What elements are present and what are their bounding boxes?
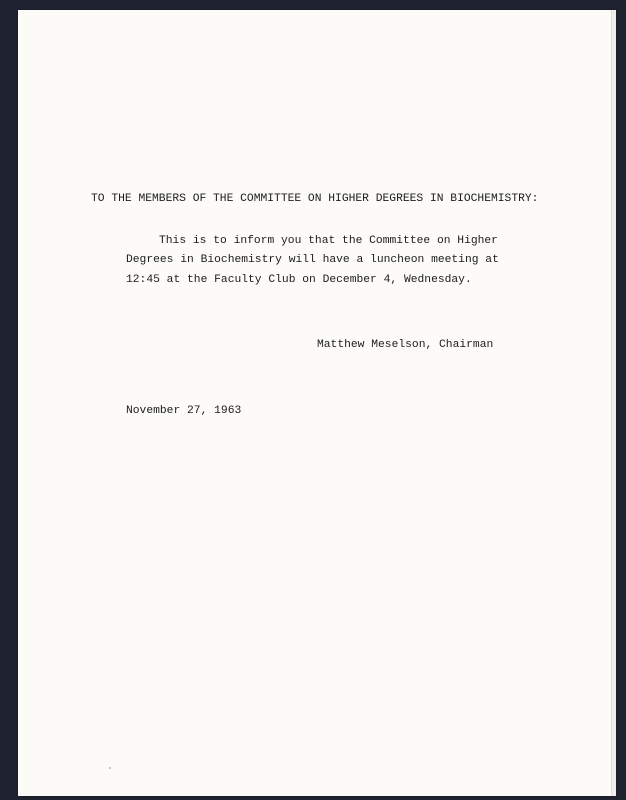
- memo-body-line-1: This is to inform you that the Committee on Higher: [159, 235, 498, 247]
- paper-speck: [109, 767, 111, 769]
- memo-body-line-2: Degrees in Biochemistry will have a luncheon meeting at: [126, 254, 499, 266]
- memo-date: November 27, 1963: [126, 405, 242, 417]
- memo-body-line-3: 12:45 at the Faculty Club on December 4, Wednesday.: [126, 274, 472, 286]
- memo-signature: Matthew Meselson, Chairman: [317, 339, 494, 351]
- memo-heading: TO THE MEMBERS OF THE COMMITTEE ON HIGHER DEGREES IN BIOCHEMISTRY:: [91, 193, 539, 205]
- memo-page: [18, 10, 616, 796]
- page-edge: [611, 10, 616, 796]
